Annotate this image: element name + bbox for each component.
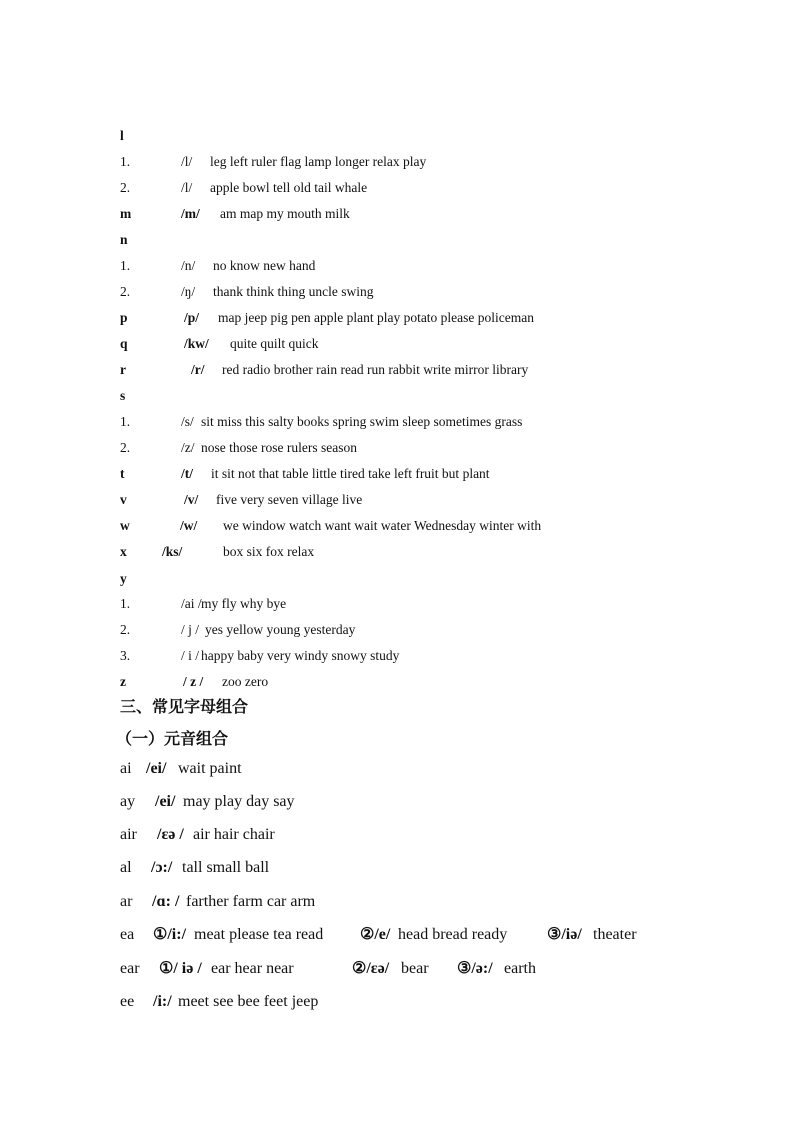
phonetic-symbol: /p/ (184, 310, 200, 325)
item-number: 2. (120, 284, 131, 299)
example-words: earth (504, 960, 536, 977)
example-words: five very seven village live (216, 492, 363, 507)
letter: p (120, 310, 128, 325)
example-words: thank think thing uncle swing (213, 284, 374, 299)
example-words: head bread ready (398, 926, 508, 943)
phonetic-symbol: /ei/ (155, 793, 176, 810)
phonetic-symbol: /ks/ (162, 544, 183, 559)
phonetic-symbol: ③/iə/ (547, 926, 582, 943)
example-words: theater (593, 926, 637, 943)
phonetic-symbol: ②/e/ (360, 926, 391, 943)
letter: t (120, 466, 125, 481)
combo: ea (120, 926, 135, 943)
item-number: 2. (120, 180, 131, 195)
subsection-title: （一）元音组合 (116, 729, 229, 748)
item-number: 1. (120, 414, 131, 429)
phonetic-symbol: / i / (181, 648, 200, 663)
example-words: map jeep pig pen apple plant play potato please policeman (218, 310, 535, 325)
combo: ay (120, 793, 136, 810)
phonetic-symbol: /l/ (181, 154, 193, 169)
example-words: wait paint (178, 760, 242, 777)
letter: x (120, 544, 127, 559)
phonetic-symbol: ①/i:/ (153, 926, 187, 943)
phonetic-symbol: /i:/ (153, 993, 172, 1010)
example-words: bear (401, 960, 429, 977)
phonetic-symbol: / j / (181, 622, 200, 637)
example-words: nose those rose rulers season (201, 440, 357, 455)
phonetic-symbol: /ŋ/ (181, 284, 196, 299)
phonetic-symbol: / z / (183, 674, 204, 689)
section-title: 三、常见字母组合 (120, 697, 249, 716)
combo: air (120, 826, 137, 843)
item-number: 1. (120, 154, 131, 169)
phonetic-symbol: /v/ (184, 492, 199, 507)
example-words: no know new hand (213, 258, 316, 273)
letter: q (120, 336, 128, 351)
phonetic-symbol: /m/ (181, 206, 200, 221)
phonetic-symbol: /r/ (191, 362, 205, 377)
example-words: it sit not that table little tired take left fruit but plant (211, 466, 490, 481)
letter: r (120, 362, 126, 377)
combo: ai (120, 760, 132, 777)
example-words: leg left ruler flag lamp longer relax play (210, 154, 427, 169)
example-words: ear hear near (211, 960, 294, 977)
letter: m (120, 206, 132, 221)
combo: ar (120, 893, 133, 910)
item-number: 3. (120, 648, 131, 663)
phonetic-symbol: /t/ (181, 466, 193, 481)
item-number: 2. (120, 622, 131, 637)
combo: ee (120, 993, 135, 1010)
example-words: farther farm car arm (186, 893, 316, 910)
example-words: meet see bee feet jeep (178, 993, 319, 1010)
phonetic-symbol: /ai / (181, 596, 202, 611)
letter: v (120, 492, 127, 507)
phonetic-symbol: /ɔ:/ (151, 859, 173, 876)
example-words: am map my mouth milk (220, 206, 350, 221)
phonetic-symbol: /w/ (180, 518, 198, 533)
example-words: yes yellow young yesterday (205, 622, 356, 637)
example-words: meat please tea read (194, 926, 324, 943)
example-words: may play day say (183, 793, 295, 810)
example-words: quite quilt quick (230, 336, 319, 351)
item-number: 1. (120, 258, 131, 273)
example-words: air hair chair (193, 826, 275, 843)
letter: n (120, 232, 128, 247)
letter: z (120, 674, 126, 689)
phonetic-symbol: /ei/ (146, 760, 167, 777)
phonetic-symbol: ③/ə:/ (457, 960, 493, 977)
example-words: my fly why bye (201, 596, 287, 611)
letter: w (120, 518, 130, 533)
item-number: 2. (120, 440, 131, 455)
phonetic-symbol: ①/ iə / (159, 960, 202, 977)
letter: y (120, 571, 127, 586)
example-words: sit miss this salty books spring swim sleep sometimes grass (201, 414, 523, 429)
phonetic-symbol: /kw/ (184, 336, 209, 351)
letter: l (120, 128, 124, 143)
example-words: apple bowl tell old tail whale (210, 180, 368, 195)
example-words: zoo zero (222, 674, 269, 689)
phonetic-symbol: ②/ɛə/ (352, 960, 390, 977)
phonetic-symbol: /z/ (181, 440, 195, 455)
example-words: box six fox relax (223, 544, 315, 559)
phonetic-symbol: /ɛə / (157, 826, 184, 843)
example-words: we window watch want wait water Wednesday winter with (223, 518, 542, 533)
example-words: red radio brother rain read run rabbit write mirror library (222, 362, 529, 377)
item-number: 1. (120, 596, 131, 611)
letter: s (120, 388, 126, 403)
example-words: happy baby very windy snowy study (201, 648, 400, 663)
phonetic-symbol: /s/ (181, 414, 194, 429)
example-words: tall small ball (182, 859, 270, 876)
phonetic-symbol: /ɑ: / (152, 893, 180, 910)
combo: al (120, 859, 132, 876)
phonetic-symbol: /n/ (181, 258, 196, 273)
combo: ear (120, 960, 140, 977)
phonetic-symbol: /l/ (181, 180, 193, 195)
